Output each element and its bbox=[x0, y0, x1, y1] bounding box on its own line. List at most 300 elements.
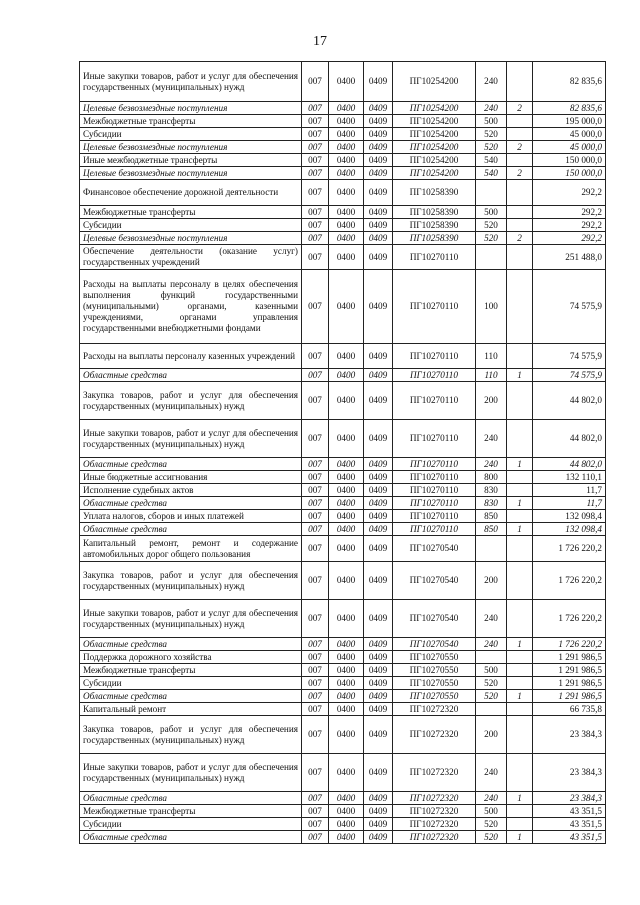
subsection-code-cell: 0409 bbox=[364, 818, 393, 831]
expense-type-cell: 200 bbox=[476, 716, 507, 754]
subsection-code-cell: 0409 bbox=[364, 562, 393, 600]
expense-name-cell: Областные средства bbox=[80, 369, 302, 382]
funding-source-cell bbox=[507, 245, 533, 270]
amount-cell: 1 291 986,5 bbox=[533, 677, 606, 690]
funding-source-cell bbox=[507, 664, 533, 677]
funding-source-cell: 1 bbox=[507, 638, 533, 651]
target-article-cell: ПГ10270110 bbox=[393, 510, 476, 523]
ministry-code-cell: 007 bbox=[302, 562, 329, 600]
target-article-cell: ПГ10270110 bbox=[393, 369, 476, 382]
amount-cell: 74 575,9 bbox=[533, 344, 606, 369]
table-row bbox=[80, 102, 606, 115]
section-code-cell: 0400 bbox=[329, 219, 364, 232]
section-code-cell: 0400 bbox=[329, 792, 364, 805]
expense-type-cell: 240 bbox=[476, 62, 507, 102]
target-article-cell: ПГ10272320 bbox=[393, 792, 476, 805]
expense-type-cell bbox=[476, 180, 507, 206]
ministry-code-cell: 007 bbox=[302, 141, 329, 154]
section-code-cell: 0400 bbox=[329, 206, 364, 219]
table-row bbox=[80, 382, 606, 420]
amount-cell: 132 098,4 bbox=[533, 523, 606, 536]
expense-name-cell: Иные межбюджетные трансферты bbox=[80, 154, 302, 167]
table-row bbox=[80, 484, 606, 497]
section-code-cell: 0400 bbox=[329, 664, 364, 677]
target-article-cell: ПГ10270540 bbox=[393, 562, 476, 600]
target-article-cell: ПГ10254200 bbox=[393, 102, 476, 115]
amount-cell: 1 291 986,5 bbox=[533, 664, 606, 677]
subsection-code-cell: 0409 bbox=[364, 270, 393, 344]
subsection-code-cell: 0409 bbox=[364, 805, 393, 818]
section-code-cell: 0400 bbox=[329, 102, 364, 115]
ministry-code-cell: 007 bbox=[302, 677, 329, 690]
section-code-cell: 0400 bbox=[329, 703, 364, 716]
amount-cell: 11,7 bbox=[533, 484, 606, 497]
table-row bbox=[80, 690, 606, 703]
expense-name-cell: Уплата налогов, сборов и иных платежей bbox=[80, 510, 302, 523]
expense-name-cell: Иные закупки товаров, работ и услуг для обеспечения государственных (муниципальных) нужд bbox=[80, 754, 302, 792]
expense-type-cell bbox=[476, 651, 507, 664]
table-row bbox=[80, 510, 606, 523]
target-article-cell: ПГ10258390 bbox=[393, 219, 476, 232]
expense-name-cell: Иные закупки товаров, работ и услуг для обеспечения государственных (муниципальных) нужд bbox=[80, 62, 302, 102]
expense-type-cell: 500 bbox=[476, 664, 507, 677]
subsection-code-cell: 0409 bbox=[364, 484, 393, 497]
amount-cell: 132 110,1 bbox=[533, 471, 606, 484]
ministry-code-cell: 007 bbox=[302, 115, 329, 128]
funding-source-cell bbox=[507, 206, 533, 219]
ministry-code-cell: 007 bbox=[302, 716, 329, 754]
target-article-cell: ПГ10270550 bbox=[393, 664, 476, 677]
subsection-code-cell: 0409 bbox=[364, 102, 393, 115]
section-code-cell: 0400 bbox=[329, 180, 364, 206]
amount-cell: 74 575,9 bbox=[533, 270, 606, 344]
amount-cell: 82 835,6 bbox=[533, 62, 606, 102]
amount-cell: 1 291 986,5 bbox=[533, 690, 606, 703]
expense-type-cell: 240 bbox=[476, 600, 507, 638]
section-code-cell: 0400 bbox=[329, 754, 364, 792]
amount-cell: 251 488,0 bbox=[533, 245, 606, 270]
expense-name-cell: Областные средства bbox=[80, 792, 302, 805]
funding-source-cell bbox=[507, 536, 533, 562]
ministry-code-cell: 007 bbox=[302, 219, 329, 232]
subsection-code-cell: 0409 bbox=[364, 754, 393, 792]
table-row bbox=[80, 115, 606, 128]
section-code-cell: 0400 bbox=[329, 471, 364, 484]
section-code-cell: 0400 bbox=[329, 344, 364, 369]
target-article-cell: ПГ10272320 bbox=[393, 754, 476, 792]
target-article-cell: ПГ10258390 bbox=[393, 180, 476, 206]
ministry-code-cell: 007 bbox=[302, 484, 329, 497]
target-article-cell: ПГ10254200 bbox=[393, 167, 476, 180]
amount-cell: 66 735,8 bbox=[533, 703, 606, 716]
table-row bbox=[80, 344, 606, 369]
expense-type-cell: 520 bbox=[476, 232, 507, 245]
subsection-code-cell: 0409 bbox=[364, 792, 393, 805]
expense-name-cell: Исполнение судебных актов bbox=[80, 484, 302, 497]
page-number: 17 bbox=[313, 34, 327, 49]
expense-name-cell: Расходы на выплаты персоналу в целях обеспечения выполнения функций государственными (муниципальными) органами, казенными учреждениями, органами управления государственными внебюджетными фондами bbox=[80, 270, 302, 344]
target-article-cell: ПГ10272320 bbox=[393, 831, 476, 844]
amount-cell: 82 835,6 bbox=[533, 102, 606, 115]
target-article-cell: ПГ10270550 bbox=[393, 677, 476, 690]
funding-source-cell bbox=[507, 600, 533, 638]
section-code-cell: 0400 bbox=[329, 458, 364, 471]
target-article-cell: ПГ10270110 bbox=[393, 344, 476, 369]
expense-type-cell: 200 bbox=[476, 382, 507, 420]
amount-cell: 44 802,0 bbox=[533, 420, 606, 458]
subsection-code-cell: 0409 bbox=[364, 510, 393, 523]
table-row bbox=[80, 270, 606, 344]
ministry-code-cell: 007 bbox=[302, 703, 329, 716]
funding-source-cell: 1 bbox=[507, 458, 533, 471]
target-article-cell: ПГ10258390 bbox=[393, 232, 476, 245]
funding-source-cell bbox=[507, 420, 533, 458]
expense-type-cell: 200 bbox=[476, 562, 507, 600]
ministry-code-cell: 007 bbox=[302, 167, 329, 180]
table-row bbox=[80, 523, 606, 536]
expense-type-cell: 240 bbox=[476, 102, 507, 115]
target-article-cell: ПГ10254200 bbox=[393, 128, 476, 141]
amount-cell: 195 000,0 bbox=[533, 115, 606, 128]
subsection-code-cell: 0409 bbox=[364, 245, 393, 270]
funding-source-cell bbox=[507, 818, 533, 831]
funding-source-cell bbox=[507, 754, 533, 792]
funding-source-cell bbox=[507, 154, 533, 167]
table-row bbox=[80, 651, 606, 664]
subsection-code-cell: 0409 bbox=[364, 716, 393, 754]
funding-source-cell bbox=[507, 716, 533, 754]
table-row bbox=[80, 536, 606, 562]
expense-name-cell: Межбюджетные трансферты bbox=[80, 115, 302, 128]
subsection-code-cell: 0409 bbox=[364, 232, 393, 245]
expense-type-cell: 520 bbox=[476, 141, 507, 154]
section-code-cell: 0400 bbox=[329, 818, 364, 831]
table-row bbox=[80, 245, 606, 270]
expense-name-cell: Капитальный ремонт bbox=[80, 703, 302, 716]
funding-source-cell bbox=[507, 562, 533, 600]
funding-source-cell bbox=[507, 62, 533, 102]
section-code-cell: 0400 bbox=[329, 677, 364, 690]
ministry-code-cell: 007 bbox=[302, 154, 329, 167]
funding-source-cell bbox=[507, 677, 533, 690]
table-row bbox=[80, 180, 606, 206]
table-row bbox=[80, 219, 606, 232]
expense-name-cell: Субсидии bbox=[80, 818, 302, 831]
subsection-code-cell: 0409 bbox=[364, 677, 393, 690]
amount-cell: 43 351,5 bbox=[533, 831, 606, 844]
expense-type-cell: 850 bbox=[476, 523, 507, 536]
target-article-cell: ПГ10254200 bbox=[393, 141, 476, 154]
expense-name-cell: Целевые безвозмездные поступления bbox=[80, 141, 302, 154]
section-code-cell: 0400 bbox=[329, 484, 364, 497]
table-row bbox=[80, 562, 606, 600]
expense-type-cell bbox=[476, 536, 507, 562]
funding-source-cell bbox=[507, 805, 533, 818]
subsection-code-cell: 0409 bbox=[364, 141, 393, 154]
funding-source-cell: 1 bbox=[507, 523, 533, 536]
subsection-code-cell: 0409 bbox=[364, 638, 393, 651]
expense-type-cell: 500 bbox=[476, 115, 507, 128]
amount-cell: 44 802,0 bbox=[533, 458, 606, 471]
amount-cell: 23 384,3 bbox=[533, 754, 606, 792]
funding-source-cell bbox=[507, 180, 533, 206]
section-code-cell: 0400 bbox=[329, 523, 364, 536]
target-article-cell: ПГ10270550 bbox=[393, 690, 476, 703]
amount-cell: 292,2 bbox=[533, 180, 606, 206]
expense-name-cell: Целевые безвозмездные поступления bbox=[80, 167, 302, 180]
ministry-code-cell: 007 bbox=[302, 792, 329, 805]
expense-name-cell: Межбюджетные трансферты bbox=[80, 206, 302, 219]
table-row bbox=[80, 638, 606, 651]
target-article-cell: ПГ10270540 bbox=[393, 600, 476, 638]
expense-type-cell: 520 bbox=[476, 219, 507, 232]
section-code-cell: 0400 bbox=[329, 115, 364, 128]
funding-source-cell bbox=[507, 484, 533, 497]
section-code-cell: 0400 bbox=[329, 562, 364, 600]
expense-type-cell: 830 bbox=[476, 484, 507, 497]
section-code-cell: 0400 bbox=[329, 232, 364, 245]
ministry-code-cell: 007 bbox=[302, 497, 329, 510]
ministry-code-cell: 007 bbox=[302, 128, 329, 141]
ministry-code-cell: 007 bbox=[302, 270, 329, 344]
expense-name-cell: Областные средства bbox=[80, 690, 302, 703]
funding-source-cell bbox=[507, 115, 533, 128]
funding-source-cell bbox=[507, 128, 533, 141]
subsection-code-cell: 0409 bbox=[364, 344, 393, 369]
target-article-cell: ПГ10270110 bbox=[393, 484, 476, 497]
section-code-cell: 0400 bbox=[329, 510, 364, 523]
expense-type-cell bbox=[476, 245, 507, 270]
ministry-code-cell: 007 bbox=[302, 536, 329, 562]
amount-cell: 1 726 220,2 bbox=[533, 600, 606, 638]
ministry-code-cell: 007 bbox=[302, 232, 329, 245]
expense-type-cell: 520 bbox=[476, 690, 507, 703]
expense-name-cell: Целевые безвозмездные поступления bbox=[80, 102, 302, 115]
subsection-code-cell: 0409 bbox=[364, 497, 393, 510]
ministry-code-cell: 007 bbox=[302, 664, 329, 677]
section-code-cell: 0400 bbox=[329, 420, 364, 458]
expense-name-cell: Закупка товаров, работ и услуг для обеспечения государственных (муниципальных) нужд bbox=[80, 382, 302, 420]
funding-source-cell: 1 bbox=[507, 792, 533, 805]
expense-name-cell: Расходы на выплаты персоналу казенных учреждений bbox=[80, 344, 302, 369]
ministry-code-cell: 007 bbox=[302, 420, 329, 458]
funding-source-cell: 2 bbox=[507, 141, 533, 154]
amount-cell: 132 098,4 bbox=[533, 510, 606, 523]
section-code-cell: 0400 bbox=[329, 600, 364, 638]
funding-source-cell: 2 bbox=[507, 232, 533, 245]
section-code-cell: 0400 bbox=[329, 651, 364, 664]
expense-name-cell: Областные средства bbox=[80, 523, 302, 536]
table-row bbox=[80, 206, 606, 219]
section-code-cell: 0400 bbox=[329, 831, 364, 844]
funding-source-cell: 2 bbox=[507, 102, 533, 115]
target-article-cell: ПГ10270110 bbox=[393, 270, 476, 344]
table-row bbox=[80, 128, 606, 141]
expense-name-cell: Субсидии bbox=[80, 128, 302, 141]
target-article-cell: ПГ10272320 bbox=[393, 703, 476, 716]
subsection-code-cell: 0409 bbox=[364, 831, 393, 844]
section-code-cell: 0400 bbox=[329, 497, 364, 510]
ministry-code-cell: 007 bbox=[302, 805, 329, 818]
amount-cell: 292,2 bbox=[533, 206, 606, 219]
section-code-cell: 0400 bbox=[329, 716, 364, 754]
target-article-cell: ПГ10270110 bbox=[393, 420, 476, 458]
target-article-cell: ПГ10270110 bbox=[393, 245, 476, 270]
expense-type-cell: 500 bbox=[476, 805, 507, 818]
subsection-code-cell: 0409 bbox=[364, 369, 393, 382]
funding-source-cell bbox=[507, 703, 533, 716]
section-code-cell: 0400 bbox=[329, 270, 364, 344]
subsection-code-cell: 0409 bbox=[364, 471, 393, 484]
subsection-code-cell: 0409 bbox=[364, 523, 393, 536]
table-row bbox=[80, 154, 606, 167]
target-article-cell: ПГ10272320 bbox=[393, 818, 476, 831]
section-code-cell: 0400 bbox=[329, 128, 364, 141]
ministry-code-cell: 007 bbox=[302, 369, 329, 382]
amount-cell: 1 726 220,2 bbox=[533, 536, 606, 562]
expense-type-cell: 240 bbox=[476, 792, 507, 805]
funding-source-cell: 1 bbox=[507, 831, 533, 844]
ministry-code-cell: 007 bbox=[302, 245, 329, 270]
expense-name-cell: Областные средства bbox=[80, 831, 302, 844]
subsection-code-cell: 0409 bbox=[364, 206, 393, 219]
table-row bbox=[80, 677, 606, 690]
table-row bbox=[80, 141, 606, 154]
target-article-cell: ПГ10254200 bbox=[393, 154, 476, 167]
expense-type-cell: 830 bbox=[476, 497, 507, 510]
subsection-code-cell: 0409 bbox=[364, 219, 393, 232]
ministry-code-cell: 007 bbox=[302, 523, 329, 536]
table-row bbox=[80, 831, 606, 844]
funding-source-cell bbox=[507, 510, 533, 523]
amount-cell: 150 000,0 bbox=[533, 167, 606, 180]
section-code-cell: 0400 bbox=[329, 690, 364, 703]
table-row bbox=[80, 497, 606, 510]
expense-type-cell: 110 bbox=[476, 369, 507, 382]
subsection-code-cell: 0409 bbox=[364, 536, 393, 562]
budget-table bbox=[79, 61, 606, 844]
expense-name-cell: Иные бюджетные ассигнования bbox=[80, 471, 302, 484]
amount-cell: 1 726 220,2 bbox=[533, 562, 606, 600]
amount-cell: 23 384,3 bbox=[533, 716, 606, 754]
amount-cell: 1 726 220,2 bbox=[533, 638, 606, 651]
table-row bbox=[80, 754, 606, 792]
table-body bbox=[80, 62, 606, 844]
funding-source-cell: 1 bbox=[507, 497, 533, 510]
ministry-code-cell: 007 bbox=[302, 180, 329, 206]
table-row bbox=[80, 703, 606, 716]
expense-name-cell: Межбюджетные трансферты bbox=[80, 664, 302, 677]
table-row bbox=[80, 62, 606, 102]
table-row bbox=[80, 664, 606, 677]
subsection-code-cell: 0409 bbox=[364, 167, 393, 180]
target-article-cell: ПГ10272320 bbox=[393, 805, 476, 818]
expense-type-cell: 240 bbox=[476, 754, 507, 792]
expense-type-cell: 240 bbox=[476, 638, 507, 651]
amount-cell: 44 802,0 bbox=[533, 382, 606, 420]
expense-name-cell: Капитальный ремонт, ремонт и содержание автомобильных дорог общего пользования bbox=[80, 536, 302, 562]
funding-source-cell: 2 bbox=[507, 167, 533, 180]
ministry-code-cell: 007 bbox=[302, 510, 329, 523]
expense-name-cell: Областные средства bbox=[80, 458, 302, 471]
expense-name-cell: Областные средства bbox=[80, 638, 302, 651]
amount-cell: 45 000,0 bbox=[533, 128, 606, 141]
expense-name-cell: Областные средства bbox=[80, 497, 302, 510]
target-article-cell: ПГ10254200 bbox=[393, 62, 476, 102]
subsection-code-cell: 0409 bbox=[364, 420, 393, 458]
funding-source-cell: 1 bbox=[507, 369, 533, 382]
expense-type-cell: 100 bbox=[476, 270, 507, 344]
ministry-code-cell: 007 bbox=[302, 638, 329, 651]
ministry-code-cell: 007 bbox=[302, 471, 329, 484]
table-row bbox=[80, 458, 606, 471]
subsection-code-cell: 0409 bbox=[364, 115, 393, 128]
expense-name-cell: Финансовое обеспечение дорожной деятельности bbox=[80, 180, 302, 206]
ministry-code-cell: 007 bbox=[302, 102, 329, 115]
table-row bbox=[80, 420, 606, 458]
expense-type-cell: 240 bbox=[476, 458, 507, 471]
subsection-code-cell: 0409 bbox=[364, 690, 393, 703]
target-article-cell: ПГ10254200 bbox=[393, 115, 476, 128]
funding-source-cell bbox=[507, 382, 533, 420]
section-code-cell: 0400 bbox=[329, 141, 364, 154]
amount-cell: 74 575,9 bbox=[533, 369, 606, 382]
subsection-code-cell: 0409 bbox=[364, 703, 393, 716]
target-article-cell: ПГ10272320 bbox=[393, 716, 476, 754]
target-article-cell: ПГ10270110 bbox=[393, 497, 476, 510]
expense-name-cell: Поддержка дорожного хозяйства bbox=[80, 651, 302, 664]
table-row bbox=[80, 600, 606, 638]
amount-cell: 23 384,3 bbox=[533, 792, 606, 805]
funding-source-cell bbox=[507, 270, 533, 344]
ministry-code-cell: 007 bbox=[302, 206, 329, 219]
expense-type-cell: 800 bbox=[476, 471, 507, 484]
expense-type-cell: 520 bbox=[476, 128, 507, 141]
expense-type-cell: 540 bbox=[476, 167, 507, 180]
section-code-cell: 0400 bbox=[329, 245, 364, 270]
subsection-code-cell: 0409 bbox=[364, 458, 393, 471]
ministry-code-cell: 007 bbox=[302, 818, 329, 831]
ministry-code-cell: 007 bbox=[302, 600, 329, 638]
expense-name-cell: Иные закупки товаров, работ и услуг для обеспечения государственных (муниципальных) нужд bbox=[80, 600, 302, 638]
target-article-cell: ПГ10270110 bbox=[393, 382, 476, 420]
expense-name-cell: Межбюджетные трансферты bbox=[80, 805, 302, 818]
ministry-code-cell: 007 bbox=[302, 831, 329, 844]
amount-cell: 43 351,5 bbox=[533, 818, 606, 831]
subsection-code-cell: 0409 bbox=[364, 62, 393, 102]
subsection-code-cell: 0409 bbox=[364, 154, 393, 167]
subsection-code-cell: 0409 bbox=[364, 600, 393, 638]
table-row bbox=[80, 167, 606, 180]
target-article-cell: ПГ10270110 bbox=[393, 471, 476, 484]
section-code-cell: 0400 bbox=[329, 167, 364, 180]
funding-source-cell: 1 bbox=[507, 690, 533, 703]
expense-type-cell: 520 bbox=[476, 831, 507, 844]
subsection-code-cell: 0409 bbox=[364, 382, 393, 420]
expense-name-cell: Субсидии bbox=[80, 219, 302, 232]
amount-cell: 150 000,0 bbox=[533, 154, 606, 167]
amount-cell: 11,7 bbox=[533, 497, 606, 510]
target-article-cell: ПГ10270110 bbox=[393, 523, 476, 536]
amount-cell: 292,2 bbox=[533, 232, 606, 245]
section-code-cell: 0400 bbox=[329, 369, 364, 382]
ministry-code-cell: 007 bbox=[302, 651, 329, 664]
section-code-cell: 0400 bbox=[329, 382, 364, 420]
section-code-cell: 0400 bbox=[329, 62, 364, 102]
section-code-cell: 0400 bbox=[329, 805, 364, 818]
table-row bbox=[80, 792, 606, 805]
section-code-cell: 0400 bbox=[329, 536, 364, 562]
